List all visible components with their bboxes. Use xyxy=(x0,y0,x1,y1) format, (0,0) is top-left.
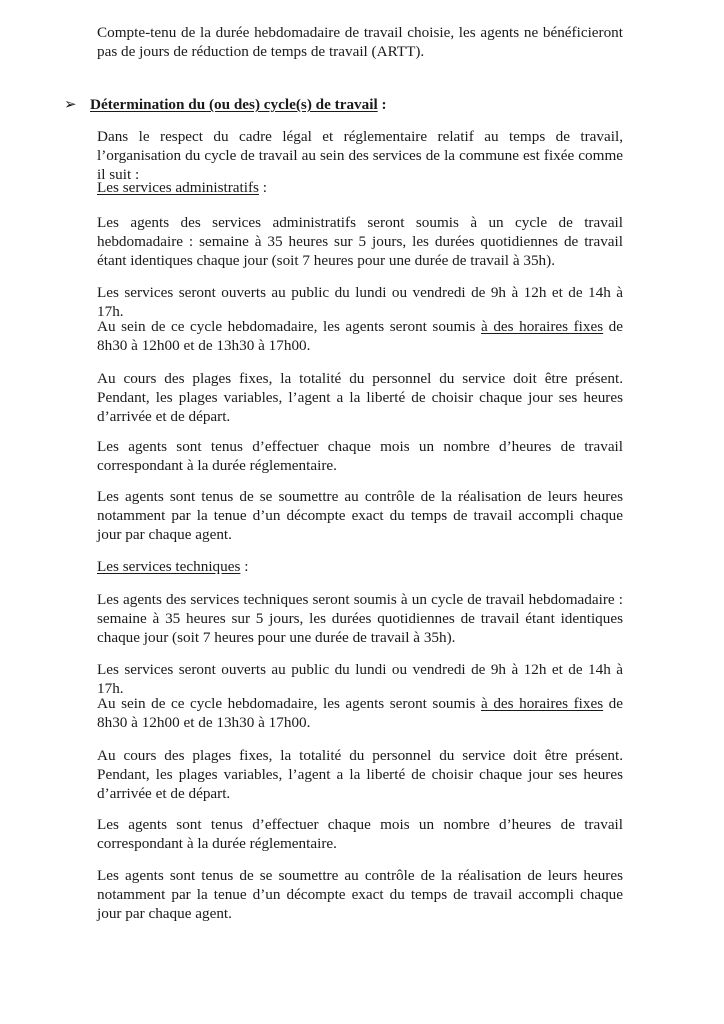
heading-paragraph: Dans le respect du cadre légal et réglementaire relatif au temps de travail, l’organisation du cycle de travail au sein des services de la commune est fixée comme il suit : xyxy=(97,128,623,183)
admin-paragraph-1: Les agents des services administratifs seront soumis à un cycle de travail hebdomadaire : semaine à 35 heures sur 5 jours, les durées quotidiennes de travail étant identiques chaque jour (soit 7 heures pour une durée de travail à 35h). xyxy=(97,214,623,269)
section-heading-suffix: : xyxy=(377,96,387,113)
subheading-tech xyxy=(97,557,248,576)
admin-p3-underlined: à des horaires fixes xyxy=(481,318,604,335)
admin-paragraph-6: Les agents sont tenus de se soumettre au contrôle de la réalisation de leurs heures notamment par la tenue d’un décompte exact du temps de travail accompli chaque jour par chaque agent. xyxy=(97,488,623,543)
tech-p3-pre: Au sein de ce cycle hebdomadaire, les agents seront soumis xyxy=(97,695,482,712)
admin-paragraph-4: Au cours des plages fixes, la totalité du personnel du service doit être présent. Pendant, les plages variables, l’agent a la liberté de choisir chaque jour ses heures d’arrivée et de départ. xyxy=(97,370,623,425)
tech-p3-underlined: à des horaires fixes xyxy=(481,695,604,712)
admin-paragraph-3 xyxy=(97,317,623,355)
subheading-admin-title: Les services administratifs xyxy=(97,179,259,196)
subheading-admin-suffix: : xyxy=(258,179,267,196)
admin-p3-post: de 8h30 à 12h00 et de 13h30 à 17h00. xyxy=(97,318,623,354)
arrow-bullet-icon: ➢ xyxy=(64,96,77,113)
section-heading-title: Détermination du (ou des) cycle(s) de travail xyxy=(90,96,378,113)
admin-paragraph-5: Les agents sont tenus d’effectuer chaque mois un nombre d’heures de travail correspondant à la durée réglementaire. xyxy=(97,438,623,474)
intro-paragraph: Compte-tenu de la durée hebdomadaire de travail choisie, les agents ne bénéficieront pas de jours de réduction de temps de travail (ARTT). xyxy=(97,24,623,60)
section-heading xyxy=(64,95,387,114)
tech-paragraph-6: Les agents sont tenus de se soumettre au contrôle de la réalisation de leurs heures notamment par la tenue d’un décompte exact du temps de travail accompli chaque jour par chaque agent. xyxy=(97,867,623,922)
tech-paragraph-2: Les services seront ouverts au public du lundi ou vendredi de 9h à 12h et de 14h à 17h. xyxy=(97,661,623,697)
tech-paragraph-5: Les agents sont tenus d’effectuer chaque mois un nombre d’heures de travail correspondant à la durée réglementaire. xyxy=(97,816,623,852)
subheading-tech-suffix: : xyxy=(240,558,249,575)
tech-paragraph-3 xyxy=(97,694,623,732)
tech-p3-post: de 8h30 à 12h00 et de 13h30 à 17h00. xyxy=(97,695,623,731)
tech-paragraph-1: Les agents des services techniques seront soumis à un cycle de travail hebdomadaire : semaine à 35 heures sur 5 jours, les durées quotidiennes de travail étant identiques chaque jour (soit 7 heures pour une durée de travail à 35h). xyxy=(97,591,623,646)
admin-p3-pre: Au sein de ce cycle hebdomadaire, les agents seront soumis xyxy=(97,318,482,335)
admin-paragraph-2: Les services seront ouverts au public du lundi ou vendredi de 9h à 12h et de 14h à 17h. xyxy=(97,284,623,320)
subheading-admin xyxy=(97,178,267,197)
subheading-tech-title: Les services techniques xyxy=(97,558,241,575)
tech-paragraph-4: Au cours des plages fixes, la totalité du personnel du service doit être présent. Pendant, les plages variables, l’agent a la liberté de choisir chaque jour ses heures d’arrivée et de départ. xyxy=(97,747,623,802)
